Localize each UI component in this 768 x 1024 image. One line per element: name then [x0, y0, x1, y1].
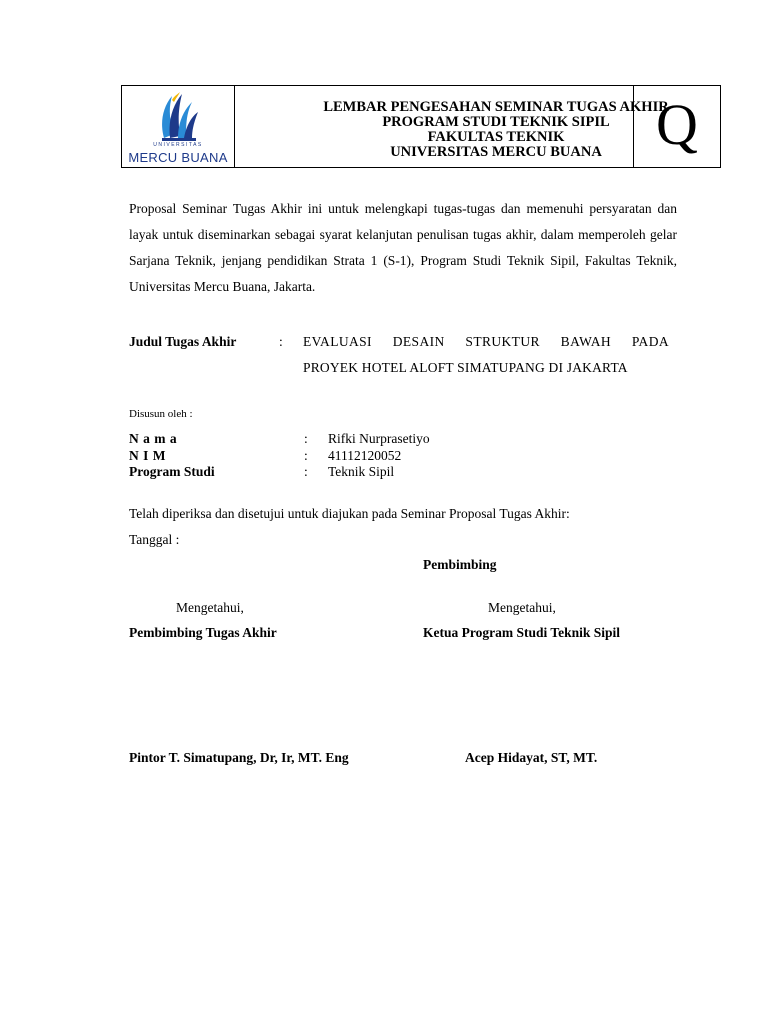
form-code-cell [633, 86, 720, 167]
field-value-nim: 41112120052 [328, 448, 402, 463]
logo-small-text: UNIVERSITAS [153, 142, 203, 148]
judul-line-2: PROYEK HOTEL ALOFT SIMATUPANG DI JAKARTA [303, 360, 628, 375]
form-code-letter: Q [656, 92, 698, 157]
field-value-nama: Rifki Nurprasetiyo [328, 431, 430, 446]
right-signatory-name: Acep Hidayat, ST, MT. [465, 750, 598, 765]
field-label-nim: N I M [129, 448, 166, 463]
tanggal-label: Tanggal : [129, 532, 180, 547]
field-colon: : [304, 464, 308, 479]
header-title-line: UNIVERSITAS MERCU BUANA [390, 144, 602, 160]
right-mengetahui: Mengetahui, [488, 600, 556, 615]
logo-cell [122, 86, 235, 167]
left-role: Pembimbing Tugas Akhir [129, 625, 277, 640]
field-label-nama: N a m a [129, 431, 178, 446]
right-role: Ketua Program Studi Teknik Sipil [423, 625, 621, 640]
logo-name: MERCU BUANA [128, 150, 228, 165]
document-header [121, 85, 721, 168]
field-value-prodi: Teknik Sipil [328, 464, 395, 479]
pembimbing-heading: Pembimbing [423, 557, 497, 572]
header-title-line: LEMBAR PENGESAHAN SEMINAR TUGAS AKHIR [323, 99, 669, 115]
judul-colon: : [279, 334, 283, 349]
header-title-line: FAKULTAS TEKNIK [427, 129, 565, 145]
intro-paragraph: Proposal Seminar Tugas Akhir ini untuk melengkapi tugas-tugas dan memenuhi persyaratan dan layak untuk diseminarkan sebagai syarat kelanjutan penulisan tugas akhir, dalam memperoleh gelar Sarjana Teknik, jenjang pendidikan Strata 1 (S-1), Program Studi Teknik Sipil, Fakultas Teknik, Universitas Mercu Buana, Jakarta. [129, 201, 677, 294]
field-colon: : [304, 431, 308, 446]
left-mengetahui: Mengetahui, [176, 600, 244, 615]
mercu-buana-logo-icon [126, 90, 230, 144]
judul-line-1: EVALUASI DESAIN STRUKTUR BAWAH PADA [303, 334, 669, 349]
judul-label: Judul Tugas Akhir [129, 334, 237, 349]
field-label-prodi: Program Studi [129, 464, 215, 479]
disusun-label: Disusun oleh : [129, 408, 193, 420]
approval-text: Telah diperiksa dan disetujui untuk diajukan pada Seminar Proposal Tugas Akhir: [129, 506, 570, 521]
left-signatory-name: Pintor T. Simatupang, Dr, Ir, MT. Eng [129, 750, 349, 765]
field-colon: : [304, 448, 308, 463]
header-title-line: PROGRAM STUDI TEKNIK SIPIL [382, 114, 610, 130]
